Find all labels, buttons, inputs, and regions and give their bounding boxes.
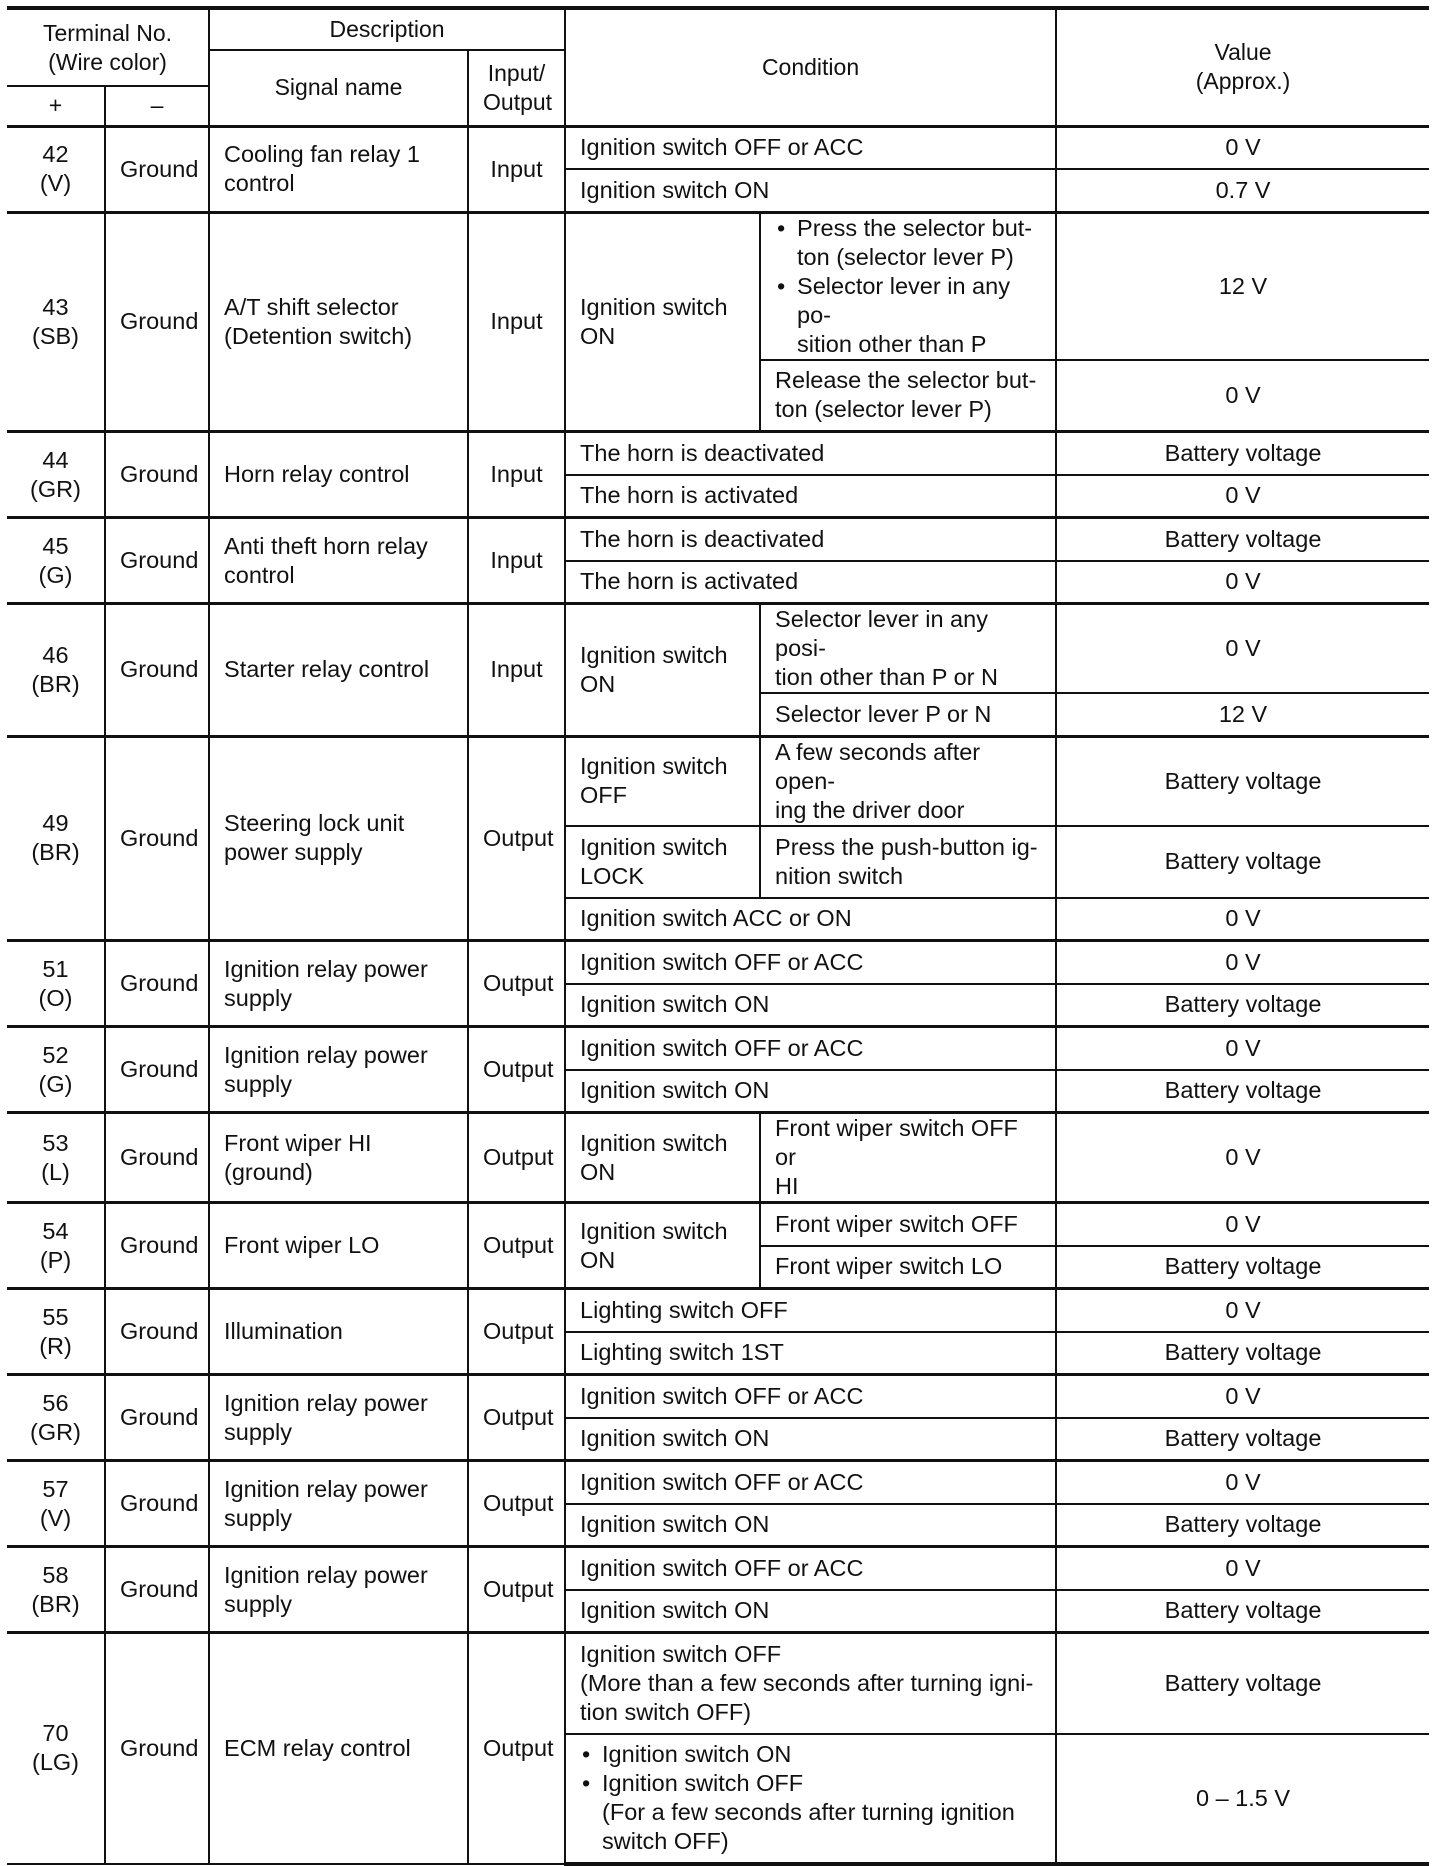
header-value: Value (Approx.) bbox=[1056, 8, 1429, 126]
condition-cell: Ignition switch ON bbox=[565, 1504, 1056, 1547]
header-signal-name: Signal name bbox=[209, 50, 468, 126]
table-row-42 bbox=[7, 126, 1429, 169]
ground-cell: Ground bbox=[105, 518, 209, 604]
ground-cell: Ground bbox=[105, 1203, 209, 1289]
value-cell: 12 V bbox=[1056, 693, 1429, 736]
ground-cell: Ground bbox=[105, 1461, 209, 1547]
condition-sub-cell: Front wiper switch OFF or HI bbox=[760, 1113, 1056, 1203]
table-row-55 bbox=[7, 1289, 1429, 1332]
value-cell: Battery voltage bbox=[1056, 1504, 1429, 1547]
value-cell: 0 V bbox=[1056, 898, 1429, 941]
table-row-53 bbox=[7, 1113, 1429, 1203]
condition-cell: Ignition switch OFF or ACC bbox=[565, 1461, 1056, 1504]
io-cell: Input bbox=[468, 212, 565, 432]
table-row-70 bbox=[7, 1633, 1429, 1734]
io-cell: Output bbox=[468, 1027, 565, 1113]
condition-cell: Ignition switch ON bbox=[565, 984, 1056, 1027]
ground-cell: Ground bbox=[105, 941, 209, 1027]
terminal-cell: 44 (GR) bbox=[7, 432, 105, 518]
ground-cell: Ground bbox=[105, 1289, 209, 1375]
ground-cell: Ground bbox=[105, 1027, 209, 1113]
value-cell: Battery voltage bbox=[1056, 1418, 1429, 1461]
table-header bbox=[7, 8, 1429, 126]
value-cell: 0 V bbox=[1056, 941, 1429, 984]
ground-cell: Ground bbox=[105, 736, 209, 941]
value-cell: 0 V bbox=[1056, 1461, 1429, 1504]
value-cell: 0.7 V bbox=[1056, 169, 1429, 212]
signal-name-cell: Anti theft horn relay control bbox=[209, 518, 468, 604]
io-cell: Output bbox=[468, 1203, 565, 1289]
condition-sub-cell bbox=[760, 212, 1056, 360]
signal-name-cell: Cooling fan relay 1 control bbox=[209, 126, 468, 212]
terminal-cell: 55 (R) bbox=[7, 1289, 105, 1375]
value-cell: 0 V bbox=[1056, 1203, 1429, 1246]
table-row-52 bbox=[7, 1027, 1429, 1070]
condition-main-cell: Ignition switch ON bbox=[565, 212, 760, 432]
bullet-item: • Ignition switch OFF (For a few seconds after turning ignition switch OFF) bbox=[602, 1769, 1041, 1856]
io-cell: Output bbox=[468, 736, 565, 941]
table-row-54 bbox=[7, 1203, 1429, 1246]
value-cell: 0 – 1.5 V bbox=[1056, 1734, 1429, 1864]
condition-main-cell: Ignition switch ON bbox=[565, 1113, 760, 1203]
terminal-cell: 53 (L) bbox=[7, 1113, 105, 1203]
terminal-cell: 42 (V) bbox=[7, 126, 105, 212]
condition-sub-cell: Release the selector but- ton (selector lever P) bbox=[760, 360, 1056, 432]
header-plus: + bbox=[7, 86, 105, 126]
header-description: Description bbox=[209, 8, 565, 50]
value-cell: Battery voltage bbox=[1056, 826, 1429, 898]
condition-cell: Ignition switch ON bbox=[565, 169, 1056, 212]
io-cell: Output bbox=[468, 1289, 565, 1375]
ground-cell: Ground bbox=[105, 212, 209, 432]
value-cell: Battery voltage bbox=[1056, 1633, 1429, 1734]
condition-main-cell: Ignition switch LOCK bbox=[565, 826, 760, 898]
terminal-cell: 70 (LG) bbox=[7, 1633, 105, 1864]
value-cell: Battery voltage bbox=[1056, 432, 1429, 475]
value-cell: Battery voltage bbox=[1056, 1246, 1429, 1289]
condition-sub-cell: Front wiper switch OFF bbox=[760, 1203, 1056, 1246]
header-minus: – bbox=[105, 86, 209, 126]
terminal-cell: 49 (BR) bbox=[7, 736, 105, 941]
bullet-list bbox=[775, 214, 1041, 359]
condition-cell: The horn is deactivated bbox=[565, 432, 1056, 475]
table-row-57 bbox=[7, 1461, 1429, 1504]
value-cell: Battery voltage bbox=[1056, 518, 1429, 561]
condition-sub-cell: Front wiper switch LO bbox=[760, 1246, 1056, 1289]
signal-name-cell: Ignition relay power supply bbox=[209, 1375, 468, 1461]
header-terminal: Terminal No. (Wire color) bbox=[7, 8, 209, 86]
value-cell: 0 V bbox=[1056, 126, 1429, 169]
terminal-cell: 51 (O) bbox=[7, 941, 105, 1027]
condition-cell bbox=[565, 1734, 1056, 1864]
ground-cell: Ground bbox=[105, 1375, 209, 1461]
terminal-spec-table bbox=[7, 6, 1429, 1866]
value-cell: 0 V bbox=[1056, 1113, 1429, 1203]
condition-main-cell: Ignition switch ON bbox=[565, 604, 760, 737]
condition-cell: Lighting switch 1ST bbox=[565, 1332, 1056, 1375]
io-cell: Input bbox=[468, 432, 565, 518]
terminal-cell: 54 (P) bbox=[7, 1203, 105, 1289]
terminal-spec-page bbox=[7, 6, 1429, 1866]
signal-name-cell: Ignition relay power supply bbox=[209, 1547, 468, 1633]
bullet-item: • Ignition switch ON bbox=[602, 1740, 1041, 1769]
signal-name-cell: ECM relay control bbox=[209, 1633, 468, 1864]
bullet-item: • Selector lever in any po- sition other than P bbox=[797, 272, 1041, 359]
condition-cell: Ignition switch ON bbox=[565, 1418, 1056, 1461]
io-cell: Output bbox=[468, 1461, 565, 1547]
ground-cell: Ground bbox=[105, 1633, 209, 1864]
condition-sub-cell: Press the push-button ig- nition switch bbox=[760, 826, 1056, 898]
signal-name-cell: Illumination bbox=[209, 1289, 468, 1375]
signal-name-cell: Steering lock unit power supply bbox=[209, 736, 468, 941]
condition-cell: Ignition switch OFF or ACC bbox=[565, 126, 1056, 169]
condition-main-cell: Ignition switch ON bbox=[565, 1203, 760, 1289]
io-cell: Output bbox=[468, 1547, 565, 1633]
condition-cell: Lighting switch OFF bbox=[565, 1289, 1056, 1332]
io-cell: Output bbox=[468, 1375, 565, 1461]
value-cell: Battery voltage bbox=[1056, 984, 1429, 1027]
value-cell: Battery voltage bbox=[1056, 1332, 1429, 1375]
signal-name-cell: Front wiper LO bbox=[209, 1203, 468, 1289]
signal-name-cell: Horn relay control bbox=[209, 432, 468, 518]
value-cell: 0 V bbox=[1056, 1547, 1429, 1590]
value-cell: 0 V bbox=[1056, 360, 1429, 432]
condition-cell: The horn is deactivated bbox=[565, 518, 1056, 561]
terminal-cell: 52 (G) bbox=[7, 1027, 105, 1113]
condition-cell: Ignition switch OFF (More than a few seconds after turning igni- tion switch OFF) bbox=[565, 1633, 1056, 1734]
header-condition: Condition bbox=[565, 8, 1056, 126]
condition-cell: The horn is activated bbox=[565, 561, 1056, 604]
ground-cell: Ground bbox=[105, 432, 209, 518]
condition-cell: Ignition switch OFF or ACC bbox=[565, 1027, 1056, 1070]
condition-sub-cell: Selector lever P or N bbox=[760, 693, 1056, 736]
condition-sub-cell: A few seconds after open- ing the driver door bbox=[760, 736, 1056, 826]
ground-cell: Ground bbox=[105, 1113, 209, 1203]
condition-cell: Ignition switch OFF or ACC bbox=[565, 941, 1056, 984]
condition-cell: The horn is activated bbox=[565, 475, 1056, 518]
io-cell: Input bbox=[468, 126, 565, 212]
signal-name-cell: Starter relay control bbox=[209, 604, 468, 737]
value-cell: 0 V bbox=[1056, 604, 1429, 694]
table-row-56 bbox=[7, 1375, 1429, 1418]
condition-cell: Ignition switch ON bbox=[565, 1070, 1056, 1113]
io-cell: Output bbox=[468, 1633, 565, 1864]
value-cell: Battery voltage bbox=[1056, 1070, 1429, 1113]
value-cell: 0 V bbox=[1056, 1289, 1429, 1332]
condition-cell: Ignition switch OFF or ACC bbox=[565, 1547, 1056, 1590]
value-cell: 0 V bbox=[1056, 1027, 1429, 1070]
condition-cell: Ignition switch ACC or ON bbox=[565, 898, 1056, 941]
bullet-item: • Press the selector but- ton (selector lever P) bbox=[797, 214, 1041, 272]
table-row-46 bbox=[7, 604, 1429, 694]
io-cell: Input bbox=[468, 604, 565, 737]
value-cell: 0 V bbox=[1056, 1375, 1429, 1418]
value-cell: 0 V bbox=[1056, 561, 1429, 604]
io-cell: Output bbox=[468, 1113, 565, 1203]
bullet-list bbox=[580, 1740, 1041, 1856]
ground-cell: Ground bbox=[105, 1547, 209, 1633]
condition-cell: Ignition switch OFF or ACC bbox=[565, 1375, 1056, 1418]
condition-main-cell: Ignition switch OFF bbox=[565, 736, 760, 826]
signal-name-cell: A/T shift selector (Detention switch) bbox=[209, 212, 468, 432]
table-row-43 bbox=[7, 212, 1429, 360]
terminal-cell: 45 (G) bbox=[7, 518, 105, 604]
terminal-cell: 56 (GR) bbox=[7, 1375, 105, 1461]
condition-cell: Ignition switch ON bbox=[565, 1590, 1056, 1633]
io-cell: Input bbox=[468, 518, 565, 604]
header-io: Input/ Output bbox=[468, 50, 565, 126]
signal-name-cell: Ignition relay power supply bbox=[209, 941, 468, 1027]
terminal-cell: 46 (BR) bbox=[7, 604, 105, 737]
table-row-51 bbox=[7, 941, 1429, 984]
io-cell: Output bbox=[468, 941, 565, 1027]
terminal-cell: 43 (SB) bbox=[7, 212, 105, 432]
ground-cell: Ground bbox=[105, 604, 209, 737]
terminal-cell: 57 (V) bbox=[7, 1461, 105, 1547]
signal-name-cell: Ignition relay power supply bbox=[209, 1461, 468, 1547]
value-cell: 12 V bbox=[1056, 212, 1429, 360]
signal-name-cell: Ignition relay power supply bbox=[209, 1027, 468, 1113]
ground-cell: Ground bbox=[105, 126, 209, 212]
value-cell: Battery voltage bbox=[1056, 1590, 1429, 1633]
value-cell: Battery voltage bbox=[1056, 736, 1429, 826]
condition-sub-cell: Selector lever in any posi- tion other than P or N bbox=[760, 604, 1056, 694]
terminal-cell: 58 (BR) bbox=[7, 1547, 105, 1633]
signal-name-cell: Front wiper HI (ground) bbox=[209, 1113, 468, 1203]
table-row-58 bbox=[7, 1547, 1429, 1590]
table-row-49 bbox=[7, 736, 1429, 826]
table-row-45 bbox=[7, 518, 1429, 561]
table-row-44 bbox=[7, 432, 1429, 475]
value-cell: 0 V bbox=[1056, 475, 1429, 518]
